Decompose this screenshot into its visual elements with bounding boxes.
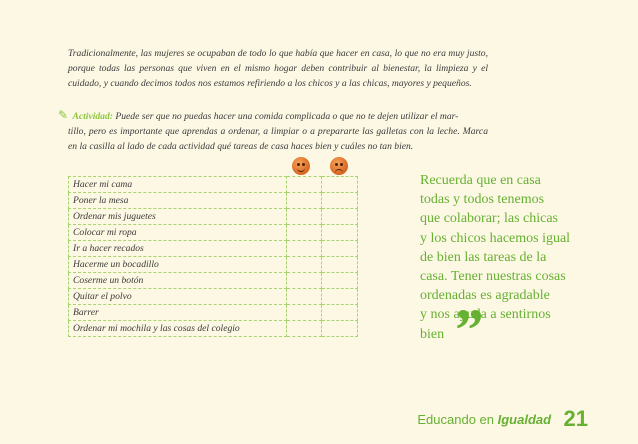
reminder-line: de bien las tareas de la	[420, 249, 547, 265]
checkbox-good[interactable]	[287, 257, 322, 273]
checkbox-bad[interactable]	[322, 257, 358, 273]
checkbox-bad[interactable]	[322, 209, 358, 225]
reminder-line: y nos ayuda a sentirnos	[420, 307, 551, 323]
task-label: Coserme un botón	[69, 273, 287, 289]
page-footer	[417, 404, 588, 430]
checkbox-bad[interactable]	[322, 273, 358, 289]
checkbox-bad[interactable]	[322, 241, 358, 257]
checkbox-good[interactable]	[287, 241, 322, 257]
checkbox-good[interactable]	[287, 321, 322, 337]
reminder-line: todas y todos tenemos	[420, 192, 545, 208]
activity-label: Actividad:	[72, 111, 113, 122]
pencil-icon: ✎	[58, 108, 69, 122]
happy-face-icon	[292, 157, 310, 175]
brand-emphasis: Igualdad	[497, 412, 552, 427]
table-row	[69, 193, 358, 209]
activity-text-line1: Puede ser que no puedas hacer una comida complicada o que no te dejen utilizar el mar-	[115, 111, 459, 122]
sad-face-icon	[330, 157, 348, 175]
page-number: 21	[563, 406, 588, 431]
activity-text-rest: tillo, pero es importante que aprendas a ordenar, a limpiar o a prepararte las galletas con la leche. Marca en la casilla al lado de cada actividad qué tareas de casa haces bien y cuáles no tan bien.	[68, 126, 488, 152]
checkbox-good[interactable]	[287, 193, 322, 209]
task-label: Ir a hacer recados	[69, 241, 287, 257]
intro-paragraph: Tradicionalmente, las mujeres se ocupaban de todo lo que había que hacer en casa, lo que no era muy justo, porque todas las personas que viven en el mismo hogar deben contribuir al bienestar, la limpieza y el cuidado, y cuando decimos todos nos estamos refiriendo a los chicos y a las chicas, mayores y pequeños.	[68, 48, 488, 89]
reminder-line: Recuerda que en casa	[420, 173, 541, 188]
checkbox-good[interactable]	[287, 177, 322, 193]
reminder-line: ordenadas es agradable	[420, 288, 550, 304]
table-row	[69, 321, 358, 337]
checkbox-bad[interactable]	[322, 225, 358, 241]
task-label: Barrer	[69, 305, 287, 321]
reminder-line: casa. Tener nuestras cosas	[420, 269, 566, 285]
checkbox-bad[interactable]	[322, 177, 358, 193]
footer-brand	[417, 412, 551, 427]
reminder-quote	[420, 171, 600, 344]
checkbox-bad[interactable]	[322, 305, 358, 321]
table-row	[69, 177, 358, 193]
task-label: Hacer mi cama	[69, 177, 287, 193]
task-label: Hacerme un bocadillo	[69, 257, 287, 273]
closing-quote-mark: ”	[452, 297, 482, 363]
checkbox-good[interactable]	[287, 273, 322, 289]
table-row	[69, 305, 358, 321]
table-row	[69, 225, 358, 241]
table-row	[69, 289, 358, 305]
reminder-line: y los chicos hacemos igual	[420, 230, 571, 246]
brand-text: Educando en	[417, 412, 498, 427]
checkbox-good[interactable]	[287, 305, 322, 321]
task-label: Ordenar mis juguetes	[69, 209, 287, 225]
checkbox-bad[interactable]	[322, 289, 358, 305]
table-row	[69, 257, 358, 273]
checkbox-bad[interactable]	[322, 193, 358, 209]
reminder-line: que colaborar; las chicas	[420, 211, 558, 227]
task-label: Poner la mesa	[69, 193, 287, 209]
table-row	[69, 209, 358, 225]
checkbox-good[interactable]	[287, 225, 322, 241]
table-row	[69, 273, 358, 289]
activity-instructions	[58, 108, 488, 154]
reminder-line: bien	[420, 326, 445, 342]
tasks-table	[68, 176, 358, 337]
rating-faces	[288, 157, 358, 177]
table-row	[69, 241, 358, 257]
checkbox-good[interactable]	[287, 209, 322, 225]
checkbox-bad[interactable]	[322, 321, 358, 337]
task-label: Colocar mi ropa	[69, 225, 287, 241]
task-label: Ordenar mi mochila y las cosas del colegio	[69, 321, 287, 337]
task-label: Quitar el polvo	[69, 289, 287, 305]
checkbox-good[interactable]	[287, 289, 322, 305]
